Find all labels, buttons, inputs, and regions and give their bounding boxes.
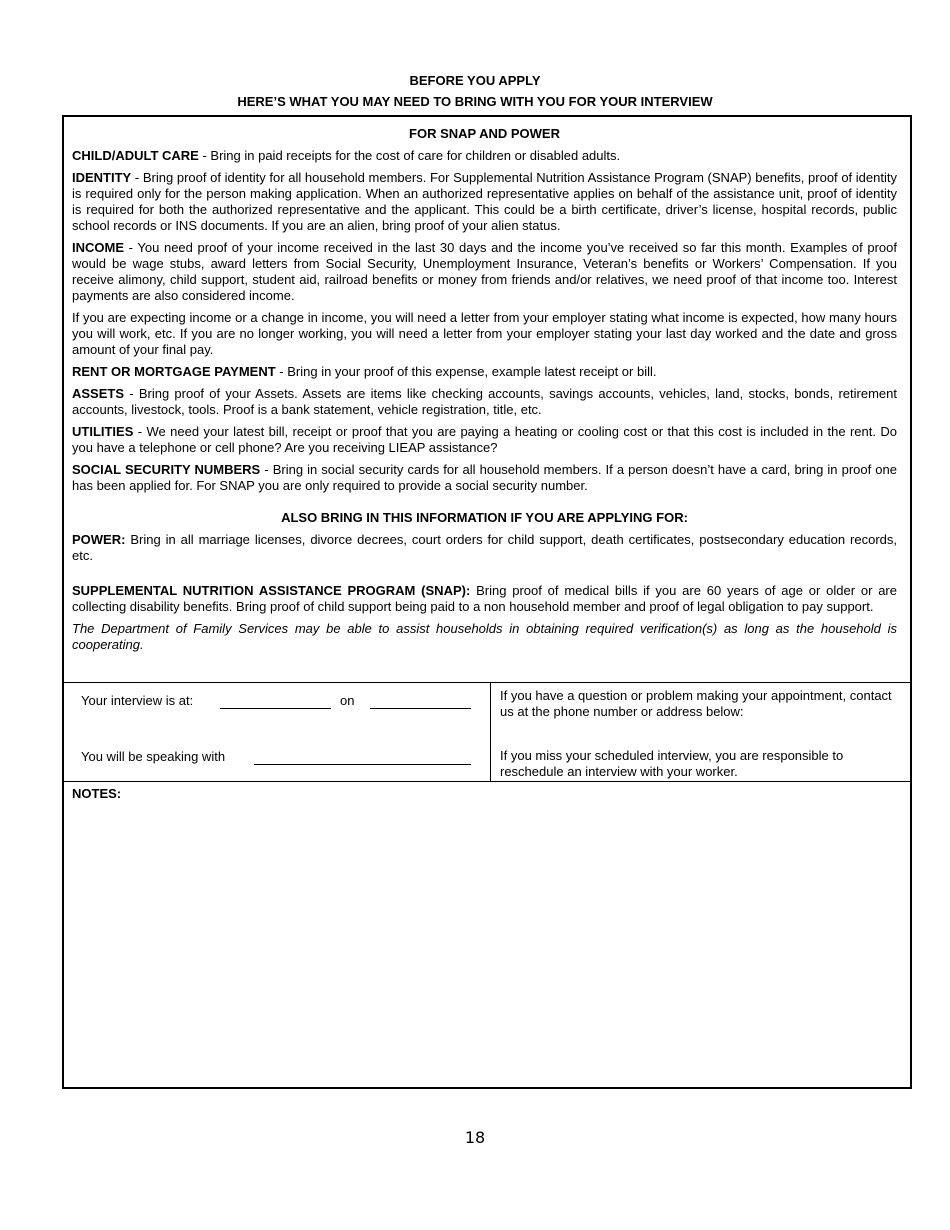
dfs-note-text: The Department of Family Services may be able to assist households in obtaining required verification(s) as long as the household is cooperating. bbox=[72, 621, 897, 652]
power-term: POWER: bbox=[72, 532, 126, 547]
snap-text: Bring proof of medical bills if you are 60 years of age or older or are collecting disability benefits. Bring proof of child support being paid to a non household member and proof of legal obligation to pay support. bbox=[72, 583, 897, 614]
income-paragraph bbox=[72, 240, 897, 304]
child-care-paragraph bbox=[72, 148, 897, 164]
page-number: 18 bbox=[464, 1128, 486, 1147]
income-change-paragraph: If you are expecting income or a change in income, you will need a letter from your employer stating what income is expected, how many hours you will work, etc. If you are no longer working, you will need a letter from your employer stating your last day worked and the date and gross amount of your final pay. bbox=[72, 310, 897, 357]
assets-term: ASSETS bbox=[72, 386, 125, 401]
snap-term: SUPPLEMENTAL NUTRITION ASSISTANCE PROGRAM (SNAP): bbox=[72, 583, 471, 598]
interview-date-line[interactable] bbox=[370, 708, 471, 709]
requirements-box bbox=[62, 115, 912, 1089]
section-title-snap-power: FOR SNAP AND POWER bbox=[409, 126, 560, 141]
utilities-paragraph bbox=[72, 424, 897, 456]
speaking-with-label: You will be speaking with bbox=[81, 749, 226, 764]
rent-text: - Bring in your proof of this expense, example latest receipt or bill. bbox=[275, 364, 657, 379]
worker-name-line[interactable] bbox=[254, 764, 471, 765]
child-care-text: - Bring in paid receipts for the cost of care for children or disabled adults. bbox=[198, 148, 621, 163]
interview-at-label: Your interview is at: bbox=[81, 693, 194, 708]
assets-paragraph bbox=[72, 386, 897, 418]
missed-interview-text: If you miss your scheduled interview, you are responsible to reschedule an interview with your worker. bbox=[500, 748, 844, 779]
income-term: INCOME bbox=[72, 240, 124, 255]
identity-text: - Bring proof of identity for all household members. For Supplemental Nutrition Assistance Program (SNAP) benefits, proof of identity is required only for the person making application. When an authorized representative applies on behalf of the assistance unit, proof of identity is required for both the authorized representative and the applicant. This could be a birth certificate, driver’s license, hospital records, public school records or INS documents. If you are an alien, bring proof of your alien status. bbox=[72, 170, 897, 233]
header-before-you-apply: BEFORE YOU APPLY bbox=[409, 73, 541, 88]
snap-paragraph bbox=[72, 583, 897, 615]
ssn-text: - Bring in social security cards for all household members. If a person doesn’t have a card, bring in proof one has been applied for. For SNAP you are only required to provide a social security number. bbox=[72, 462, 897, 493]
rent-paragraph bbox=[72, 364, 897, 380]
income-text: - You need proof of your income received in the last 30 days and the income you’ve received so far this month. Examples of proof would be wage stubs, award letters from Social Security, Unemployment Insurance, Veteran’s benefits or Workers’ Compensation. If you receive alimony, child support, student aid, railroad benefits or money from friends and/or relatives, we need proof of that income too. Interest payments are also considered income. bbox=[72, 240, 897, 303]
power-text: Bring in all marriage licenses, divorce decrees, court orders for child support, death certificates, postsecondary education records, etc. bbox=[72, 532, 897, 563]
grid-divider bbox=[490, 683, 491, 781]
dfs-note-paragraph bbox=[72, 621, 897, 653]
interview-location-line[interactable] bbox=[220, 708, 331, 709]
rent-term: RENT OR MORTGAGE PAYMENT bbox=[72, 364, 276, 379]
assets-text: - Bring proof of your Assets. Assets are items like checking accounts, savings accounts, vehicles, land, stocks, bonds, retirement accounts, livestock, tools. Proof is a bank statement, vehicle registration, title, etc. bbox=[72, 386, 897, 417]
interview-on-label: on bbox=[340, 693, 355, 708]
ssn-paragraph bbox=[72, 462, 897, 494]
utilities-term: UTILITIES bbox=[72, 424, 134, 439]
notes-label: NOTES: bbox=[72, 786, 122, 801]
power-paragraph bbox=[72, 532, 897, 564]
question-contact-text: If you have a question or problem making your appointment, contact us at the phone number or address below: bbox=[500, 688, 892, 719]
section-title-also-bring: ALSO BRING IN THIS INFORMATION IF YOU ARE APPLYING FOR: bbox=[281, 510, 688, 525]
identity-paragraph bbox=[72, 170, 897, 234]
requirements-content bbox=[72, 126, 897, 659]
ssn-term: SOCIAL SECURITY NUMBERS bbox=[72, 462, 261, 477]
identity-term: IDENTITY bbox=[72, 170, 132, 185]
interview-info-grid bbox=[64, 682, 910, 782]
header-what-to-bring: HERE’S WHAT YOU MAY NEED TO BRING WITH YOU FOR YOUR INTERVIEW bbox=[237, 94, 713, 109]
child-care-term: CHILD/ADULT CARE bbox=[72, 148, 199, 163]
utilities-text: - We need your latest bill, receipt or proof that you are paying a heating or cooling cost or that this cost is included in the rent. Do you have a telephone or cell phone? Are you receiving LIEAP assistance? bbox=[72, 424, 897, 455]
